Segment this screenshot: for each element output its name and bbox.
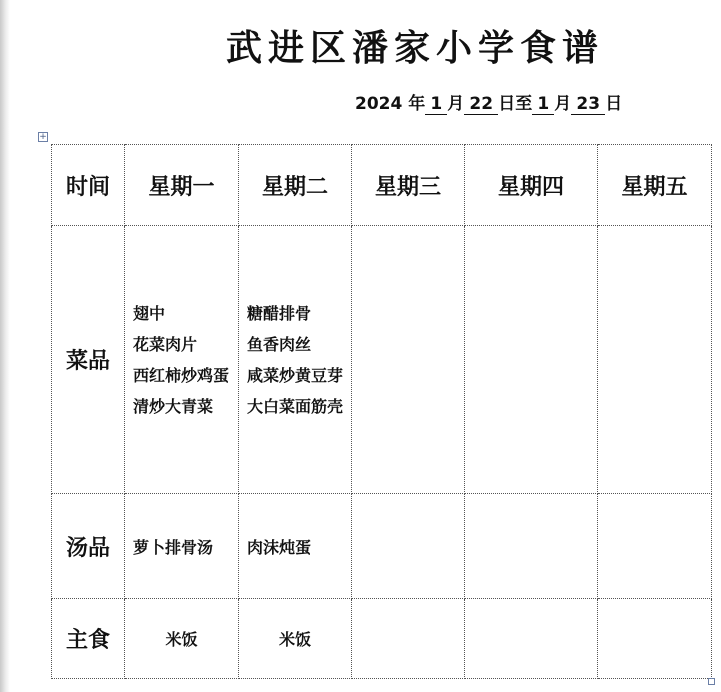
staple-tuesday: 米饭 <box>239 599 352 679</box>
row-label-dishes: 菜品 <box>52 226 125 494</box>
soup-friday <box>598 494 712 599</box>
row-label-staple: 主食 <box>52 599 125 679</box>
dish-item: 咸菜炒黄豆芽 <box>247 365 344 385</box>
resize-icon[interactable] <box>708 678 715 685</box>
date-start-month: 1 <box>425 95 447 115</box>
move-icon[interactable]: + <box>39 132 47 142</box>
soup-wednesday <box>352 494 465 599</box>
dish-item: 糖醋排骨 <box>247 303 312 323</box>
header-thursday: 星期四 <box>465 145 598 226</box>
dishes-monday <box>125 226 239 494</box>
staple-thursday <box>465 599 598 679</box>
dish-item: 清炒大青菜 <box>133 396 214 416</box>
dishes-tuesday <box>239 226 352 494</box>
soup-tuesday: 肉沫炖蛋 <box>239 494 352 599</box>
date-month-unit: 月 <box>447 94 465 114</box>
soup-row <box>52 494 712 599</box>
staple-row <box>52 599 712 679</box>
soup-monday: 萝卜排骨汤 <box>125 494 239 599</box>
menu-table <box>51 144 712 679</box>
dish-item: 翅中 <box>133 303 166 323</box>
date-start-day: 22 <box>464 95 498 115</box>
staple-wednesday <box>352 599 465 679</box>
dishes-thursday <box>465 226 598 494</box>
date-year: 2024 <box>355 94 403 114</box>
date-range <box>355 92 622 116</box>
dish-item: 花菜肉片 <box>133 334 198 354</box>
staple-friday <box>598 599 712 679</box>
dishes-wednesday <box>352 226 465 494</box>
dishes-row <box>52 226 712 494</box>
date-year-unit: 年 <box>408 94 426 114</box>
page-edge <box>0 0 10 692</box>
header-monday: 星期一 <box>125 145 239 226</box>
date-end-month: 1 <box>532 95 554 115</box>
date-end-day: 23 <box>571 95 605 115</box>
staple-monday: 米饭 <box>125 599 239 679</box>
header-tuesday: 星期二 <box>239 145 352 226</box>
dish-item: 鱼香肉丝 <box>247 334 312 354</box>
date-end-month-unit: 月 <box>554 94 572 114</box>
header-wednesday: 星期三 <box>352 145 465 226</box>
date-end-unit: 日 <box>605 94 623 114</box>
soup-thursday <box>465 494 598 599</box>
date-day-unit: 日至 <box>498 94 533 114</box>
header-friday: 星期五 <box>598 145 712 226</box>
header-time: 时间 <box>52 145 125 226</box>
header-row <box>52 145 712 226</box>
dish-item: 西红柿炒鸡蛋 <box>133 365 230 385</box>
page-title: 武进区潘家小学食谱 <box>225 28 604 69</box>
dish-item: 大白菜面筋壳 <box>247 396 344 416</box>
dishes-friday <box>598 226 712 494</box>
row-label-soup: 汤品 <box>52 494 125 599</box>
